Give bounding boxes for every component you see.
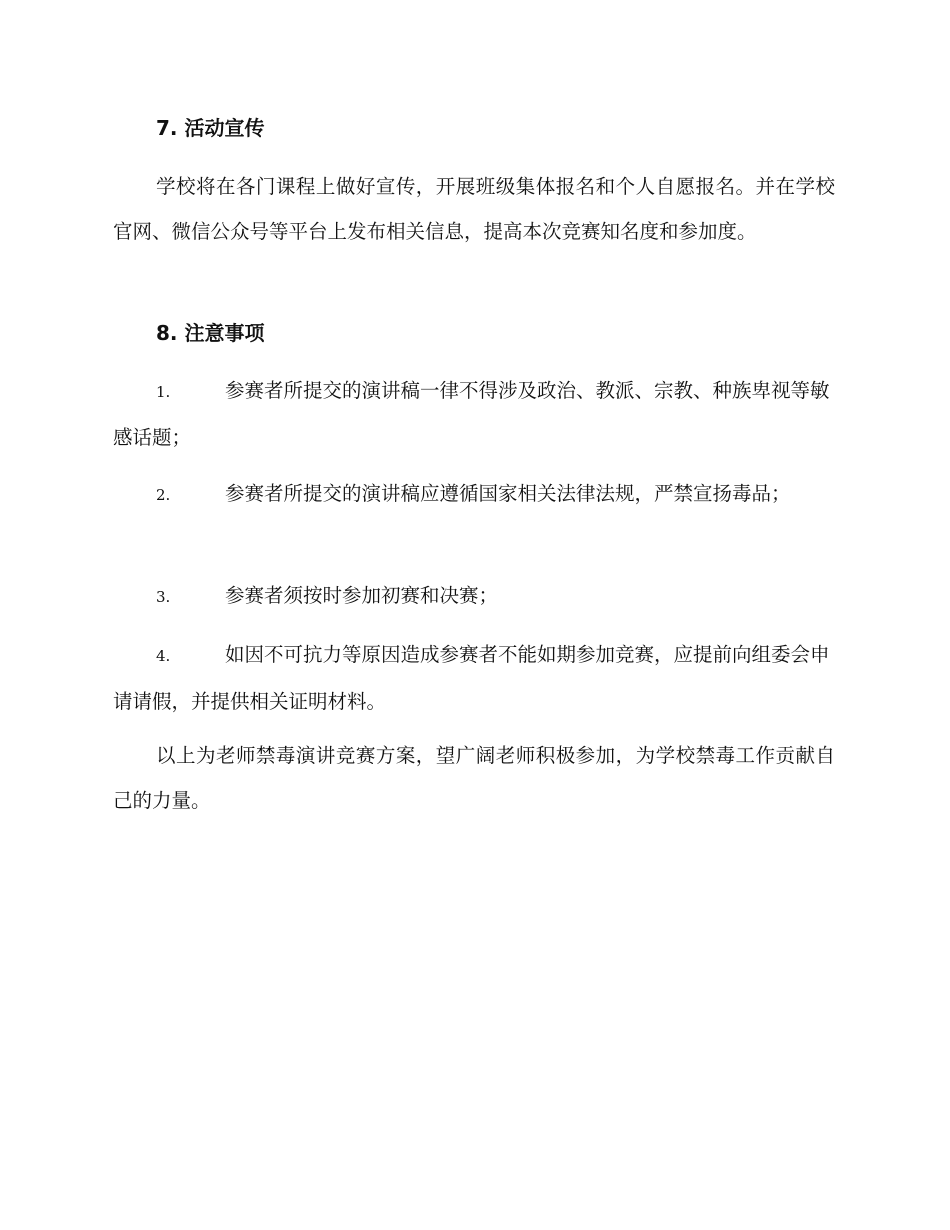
notice-item-2	[113, 471, 835, 518]
notice-item-3	[113, 573, 835, 620]
closing-paragraph: 以上为老师禁毒演讲竞赛方案，望广阔老师积极参加，为学校禁毒工作贡献自己的力量。	[113, 744, 835, 812]
notice-item-number: 2.	[156, 486, 171, 504]
notice-item-text: 参赛者须按时参加初赛和决赛；	[225, 584, 499, 607]
notice-item-text: 如因不可抗力等原因造成参赛者不能如期参加竞赛，应提前向组委会申请请假，并提供相关证明材料。	[113, 643, 830, 713]
section-7-paragraph: 学校将在各门课程上做好宣传，开展班级集体报名和个人自愿报名。并在学校官网、微信公众号等平台上发布相关信息，提高本次竞赛知名度和参加度。	[113, 175, 835, 243]
notice-item-1	[113, 368, 835, 460]
notice-item-number: 3.	[156, 588, 171, 606]
notice-item-number: 4.	[156, 647, 171, 665]
notice-item-text: 参赛者所提交的演讲稿应遵循国家相关法律法规，严禁宣扬毒品；	[225, 482, 791, 505]
notice-item-4	[113, 632, 835, 724]
section-8-heading: 8. 注意事项	[156, 321, 265, 345]
notice-item-text: 参赛者所提交的演讲稿一律不得涉及政治、教派、宗教、种族卑视等敏感话题；	[113, 379, 830, 449]
notice-item-number: 1.	[156, 383, 171, 401]
section-7-heading: 7. 活动宣传	[156, 116, 265, 140]
